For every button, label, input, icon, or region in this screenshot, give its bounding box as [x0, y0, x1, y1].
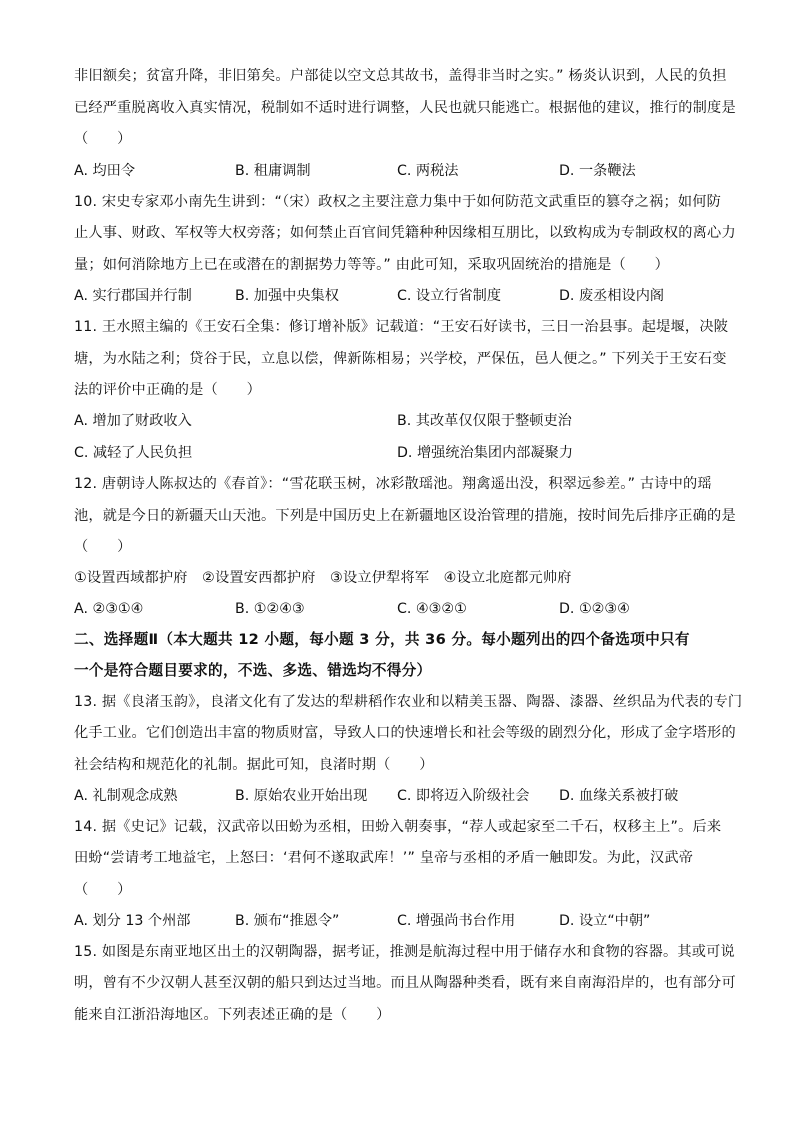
q10-line-3: 量；如何消除地方上已在或潜在的割据势力等等。” 由此可知，采取巩固统治的措施是（ ） [74, 257, 670, 273]
q9-line-3: （ ） [74, 131, 132, 147]
q12-option-b: B. ①②④③ [235, 601, 305, 617]
q10-option-d: D. 废丞相设内阁 [559, 288, 665, 304]
q10-line-2: 止人事、财政、军权等大权旁落；如何禁止百官间凭籍种种因缘相互朋比，以致构成为专制政权的离心力 [74, 225, 736, 241]
q15-line-3: 能来自江浙沿海地区。下列表述正确的是（ ） [74, 1007, 391, 1023]
q11-option-d: D. 增强统治集团内部凝聚力 [397, 445, 574, 461]
q11-option-a: A. 增加了财政收入 [74, 413, 192, 429]
q11-option-b: B. 其改革仅仅限于整顿吏治 [397, 413, 572, 429]
q15-line-1: 15. 如图是东南亚地区出土的汉朝陶器，据考证，推测是航海过程中用于储存水和食物的容器。其或可说 [74, 944, 735, 960]
q9-option-d: D. 一条鞭法 [559, 163, 636, 179]
q13-option-d: D. 血缘关系被打破 [559, 788, 679, 804]
q9-line-2: 已经严重脱离收入真实情况，税制如不适时进行调整，人民也就只能逃亡。根据他的建议，推行的制度是 [74, 100, 736, 116]
q12-line-4: ①设置西域都护府 ②设置安西都护府 ③设立伊犁将军 ④设立北庭都元帅府 [74, 570, 572, 586]
q9-option-a: A. 均田令 [74, 163, 136, 179]
section-2-heading-line-2: 一个是符合题目要求的，不选、多选、错选均不得分） [74, 662, 432, 679]
q10-option-c: C. 设立行省制度 [397, 288, 502, 304]
q12-line-2: 池，就是今日的新疆天山天池。下列是中国历史上在新疆地区设治管理的措施，按时间先后排序正确的是 [74, 508, 736, 524]
q13-option-c: C. 即将迈入阶级社会 [397, 788, 530, 804]
q9-option-b: B. 租庸调制 [235, 163, 311, 179]
q14-line-2: 田蚡“尝请考工地益宅，上怒曰：‘君何不遂取武库！’” 皇帝与丞相的矛盾一触即发。为此，汉武帝 [74, 850, 694, 866]
q12-option-c: C. ④③②① [397, 601, 467, 617]
q14-option-d: D. 设立“中朝” [559, 913, 651, 929]
q10-option-b: B. 加强中央集权 [235, 288, 339, 304]
q13-option-b: B. 原始农业开始出现 [235, 788, 368, 804]
q14-line-1: 14. 据《史记》记载，汉武帝以田蚡为丞相，田蚡入朝奏事，“荐人或起家至二千石，权移主上”。后来 [74, 819, 722, 835]
q9-option-c: C. 两税法 [397, 163, 459, 179]
q12-option-d: D. ①②③④ [559, 601, 630, 617]
section-2-heading-line-1: 二、选择题Ⅱ（本大题共 12 小题，每小题 3 分，共 36 分。每小题列出的四个备选项中只有 [74, 631, 690, 648]
q11-line-2: 塘，为水陆之利；贷谷于民，立息以偿，俾新陈相易；兴学校，严保伍，邑人便之。” 下列关于王安石变 [74, 351, 727, 367]
q10-line-1: 10. 宋史专家邓小南先生讲到：“（宋）政权之主要注意力集中于如何防范文武重臣的篡夺之祸；如何防 [74, 194, 721, 210]
q13-line-2: 化手工业。它们创造出丰富的物质财富，导致人口的快速增长和社会等级的剧烈分化，形成了金字塔形的 [74, 725, 736, 741]
q11-line-1: 11. 王水照主编的《王安石全集：修订增补版》记载道：“王安石好读书，三日一治县事。起堤堰，决陂 [74, 319, 729, 335]
q12-line-1: 12. 唐朝诗人陈叔达的《春首》：“雪花联玉树，冰彩散瑶池。翔禽遥出没，积翠远参差。” 古诗中的瑶 [74, 476, 712, 492]
q14-option-c: C. 增强尚书台作用 [397, 913, 516, 929]
q12-option-a: A. ②③①④ [74, 601, 144, 617]
q15-line-2: 明，曾有不少汉朝人甚至汉朝的船只到达过当地。而且从陶器种类看，既有来自南海沿岸的，也有部分可 [74, 975, 736, 991]
q14-option-a: A. 划分 13 个州部 [74, 913, 191, 929]
q9-line-1: 非旧额矣；贫富升降，非旧第矣。户部徒以空文总其故书，盖得非当时之实。” 杨炎认识到，人民的负担 [74, 68, 727, 84]
q10-option-a: A. 实行郡国并行制 [74, 288, 192, 304]
q12-line-3: （ ） [74, 539, 132, 555]
q13-line-3: 社会结构和规范化的礼制。据此可知，良渚时期（ ） [74, 757, 434, 773]
q11-option-c: C. 减轻了人民负担 [74, 445, 193, 461]
q14-option-b: B. 颁布“推恩令” [235, 913, 340, 929]
q14-line-3: （ ） [74, 882, 132, 898]
q13-line-1: 13. 据《良渚玉韵》，良渚文化有了发达的犁耕稻作农业和以精美玉器、陶器、漆器、丝织品为代表的专门 [74, 694, 743, 710]
q11-line-3: 法的评价中正确的是（ ） [74, 382, 262, 398]
q13-option-a: A. 礼制观念成熟 [74, 788, 178, 804]
